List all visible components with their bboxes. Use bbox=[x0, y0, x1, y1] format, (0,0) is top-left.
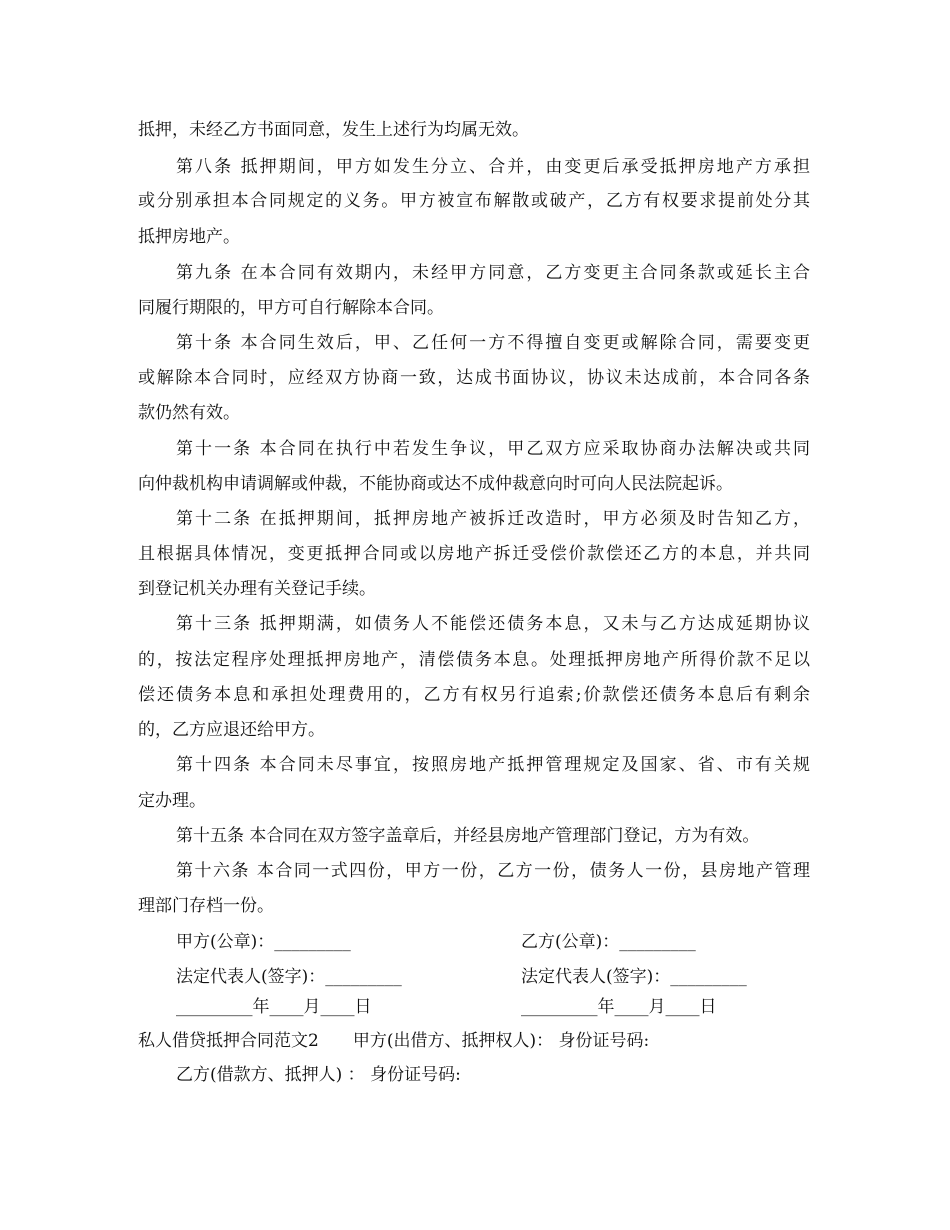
article-8-line: 或分别承担本合同规定的义务。甲方被宣布解散或破产，乙方有权要求提前处分其 bbox=[138, 191, 810, 211]
party-a-representative-field: 法定代表人(签字)：_________ bbox=[176, 967, 402, 987]
article-12-line: 且根据具体情况，变更抵押合同或以房地产拆迁受偿价款偿还乙方的本息，并共同 bbox=[138, 544, 810, 564]
article-13-line: 第十三条 抵押期满，如债务人不能偿还债务本息，又未与乙方达成延期协议 bbox=[176, 614, 810, 634]
article-9-line: 同履行期限的，甲方可自行解除本合同。 bbox=[138, 298, 444, 318]
article-11-line: 第十一条 本合同在执行中若发生争议，甲乙双方应采取协商办法解决或共同 bbox=[176, 439, 810, 459]
article-16-line: 理部门存档一份。 bbox=[138, 896, 274, 916]
next-contract-party-b: 乙方(借款方、抵押人) ： 身份证号码: bbox=[176, 1065, 461, 1085]
article-8-line: 第八条 抵押期间，甲方如发生分立、合并，由变更后承受抵押房地产方承担 bbox=[176, 157, 810, 177]
party-b-seal-field: 乙方(公章)：_________ bbox=[521, 932, 696, 952]
paragraph-line: 抵押，未经乙方书面同意，发生上述行为均属无效。 bbox=[138, 120, 529, 140]
party-a-date-field: _________年____月____日 bbox=[176, 997, 372, 1017]
next-contract-heading: 私人借贷抵押合同范文2 甲方(出借方、抵押权人)： 身份证号码: bbox=[138, 1031, 650, 1051]
party-b-date-field: _________年____月____日 bbox=[521, 997, 717, 1017]
article-14-line: 第十四条 本合同未尽事宜，按照房地产抵押管理规定及国家、省、市有关规 bbox=[176, 755, 810, 775]
article-13-line: 的，按法定程序处理抵押房地产，清偿债务本息。处理抵押房地产所得价款不足以 bbox=[138, 650, 810, 670]
party-b-representative-field: 法定代表人(签字)：_________ bbox=[521, 967, 747, 987]
article-10-line: 或解除本合同时，应经双方协商一致，达成书面协议，协议未达成前，本合同各条 bbox=[138, 368, 810, 388]
article-12-line: 到登记机关办理有关登记手续。 bbox=[138, 579, 376, 599]
article-13-line: 的，乙方应退还给甲方。 bbox=[138, 720, 325, 740]
article-10-line: 款仍然有效。 bbox=[138, 403, 240, 423]
party-a-seal-field: 甲方(公章)：_________ bbox=[176, 932, 351, 952]
article-11-line: 向仲裁机构申请调解或仲裁，不能协商或达不成仲裁意向时可向人民法院起诉。 bbox=[138, 474, 733, 494]
article-10-line: 第十条 本合同生效后，甲、乙任何一方不得擅自变更或解除合同，需要变更 bbox=[176, 333, 810, 353]
article-13-line: 偿还债务本息和承担处理费用的，乙方有权另行追索;价款偿还债务本息后有剩余 bbox=[138, 685, 810, 705]
article-9-line: 第九条 在本合同有效期内，未经甲方同意，乙方变更主合同条款或延长主合 bbox=[176, 263, 810, 283]
article-8-line: 抵押房地产。 bbox=[138, 227, 240, 247]
article-15-line: 第十五条 本合同在双方签字盖章后，并经县房地产管理部门登记，方为有效。 bbox=[176, 826, 760, 846]
article-16-line: 第十六条 本合同一式四份，甲方一份，乙方一份，债务人一份，县房地产管理 bbox=[176, 861, 810, 881]
article-14-line: 定办理。 bbox=[138, 791, 206, 811]
article-12-line: 第十二条 在抵押期间，抵押房地产被拆迁改造时，甲方必须及时告知乙方， bbox=[176, 509, 810, 529]
